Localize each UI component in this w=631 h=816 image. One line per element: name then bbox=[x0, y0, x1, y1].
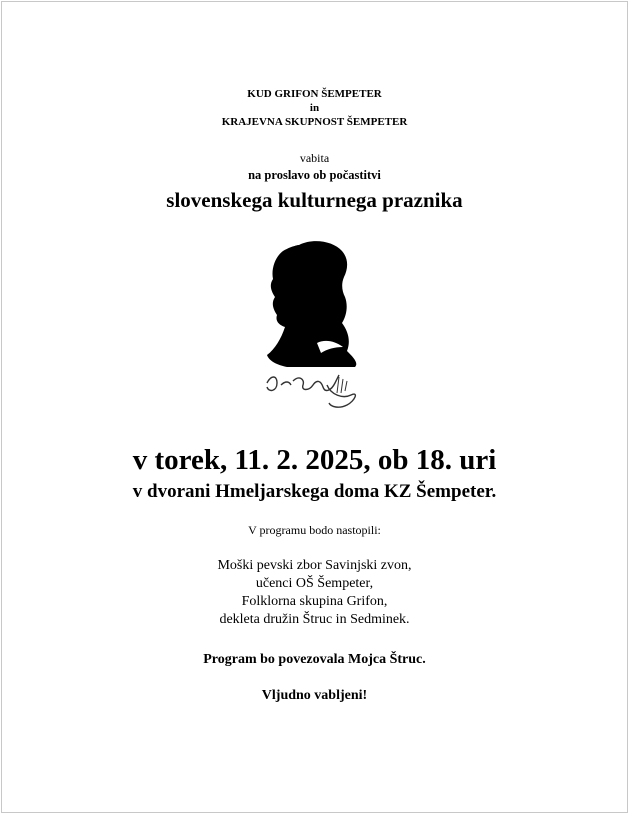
program-intro: V programu bodo nastopili: bbox=[248, 523, 381, 537]
performer-item: Moški pevski zbor Savinjski zvon, bbox=[217, 558, 412, 573]
organizer-conjunction: in bbox=[309, 102, 320, 114]
invite-verb: vabita bbox=[299, 151, 330, 165]
event-date: v torek, 11. 2. 2025, ob 18. uri bbox=[132, 444, 497, 476]
holiday-title: slovenskega kulturnega praznika bbox=[166, 188, 463, 212]
performer-item: učenci OŠ Šempeter, bbox=[255, 576, 374, 591]
organizer-1: KUD GRIFON ŠEMPETER bbox=[247, 88, 382, 100]
performer-item: dekleta družin Štruc in Sedminek. bbox=[219, 612, 410, 627]
program-host: Program bo povezovala Mojca Štruc. bbox=[203, 652, 426, 667]
event-venue: v dvorani Hmeljarskega doma KZ Šempeter. bbox=[132, 481, 497, 502]
preseren-silhouette-icon bbox=[247, 235, 367, 425]
invitation-page bbox=[1, 1, 628, 813]
invite-occasion: na proslavo ob počastitvi bbox=[248, 168, 381, 182]
organizer-2: KRAJEVNA SKUPNOST ŠEMPETER bbox=[221, 116, 408, 128]
closing-line: Vljudno vabljeni! bbox=[261, 688, 368, 703]
performer-item: Folklorna skupina Grifon, bbox=[241, 594, 388, 609]
